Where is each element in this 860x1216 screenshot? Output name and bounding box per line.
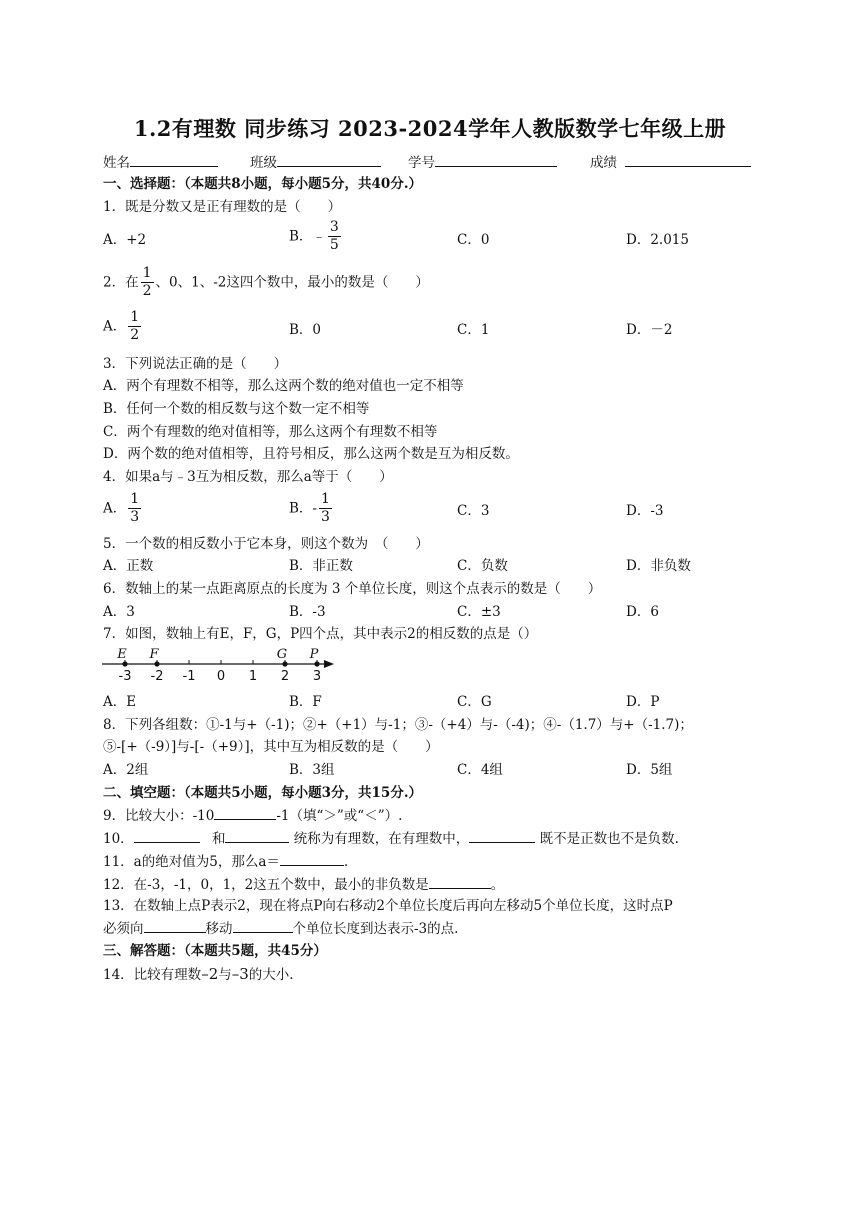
q13-line2 — [103, 918, 458, 939]
q13-blank-2[interactable] — [233, 918, 293, 933]
q12-blank[interactable] — [429, 874, 491, 889]
q14 — [103, 964, 294, 985]
number-line-point-label: G — [276, 647, 288, 662]
q11 — [103, 851, 348, 872]
q4-a-fraction — [128, 491, 141, 526]
q9-text-pre: 9．比较大小：-10 — [103, 808, 215, 824]
q2-stem — [103, 265, 429, 300]
q14-text-pre: 14．比较有理数 — [103, 967, 202, 983]
q4-b-fraction — [319, 491, 332, 526]
q7-option-c[interactable]: C．G — [457, 694, 492, 710]
fraction-numerator: 1 — [130, 309, 140, 325]
q2-option-a[interactable] — [103, 309, 143, 344]
q6-option-b[interactable]: B．-3 — [289, 604, 326, 620]
q10-text-mid2: 统称为有理数，在有理数中， — [289, 831, 470, 847]
number-line-point — [314, 661, 319, 666]
q4-a-prefix: A． — [103, 500, 127, 517]
q3-option-a[interactable]: A．两个有理数不相等，那么这两个数的绝对值也一定不相等 — [103, 378, 464, 394]
q11-blank[interactable] — [280, 851, 344, 866]
q10-blank-2[interactable] — [225, 828, 289, 843]
q1-b-fraction — [328, 219, 341, 254]
number-line-point — [122, 661, 127, 666]
q6-option-a[interactable]: A．3 — [103, 604, 135, 620]
q13-text-mid: 移动 — [205, 921, 233, 937]
q13-text-post: 个单位长度到达表示-3的点. — [292, 921, 459, 937]
q2-option-d[interactable]: D．－2 — [626, 322, 673, 338]
q10 — [103, 828, 679, 849]
number-line-figure — [100, 644, 340, 684]
q7-option-b[interactable]: B．F — [289, 694, 322, 710]
score-blank[interactable] — [625, 152, 751, 167]
number-line-point — [282, 661, 287, 666]
q2-a-fraction — [128, 309, 141, 344]
name-label: 姓名 — [103, 155, 130, 171]
q9-text-post: -1（填“＞”或“＜”）. — [276, 808, 403, 824]
q7-option-a[interactable]: A．E — [103, 694, 137, 710]
number-line-ticks — [116, 647, 321, 684]
q4-option-b[interactable] — [289, 491, 334, 526]
q2-fraction — [141, 265, 154, 300]
q1-option-d[interactable]: D．2.015 — [626, 232, 689, 248]
q9-blank[interactable] — [214, 805, 276, 820]
q8-stem-line2: ⑤-[+（-9）]与-[-（+9）]，其中互为相反数的是（ ） — [103, 739, 439, 755]
q6-stem: 6．数轴上的某一点距离原点的长度为 3 个单位长度，则这个点表示的数是（ ） — [103, 581, 602, 597]
q2-stem-post: 、0、1、-2这四个数中，最小的数是（ ） — [155, 274, 429, 291]
q12 — [103, 874, 504, 895]
page-title: 1.2有理数 同步练习 2023-2024学年人教版数学七年级上册 — [133, 116, 727, 141]
student-id-field — [408, 152, 557, 173]
q4-option-a[interactable] — [103, 491, 143, 526]
number-line-arrow — [324, 660, 334, 668]
q4-b-prefix: B．- — [289, 500, 317, 517]
q10-blank-1[interactable] — [134, 828, 200, 843]
q8-stem-line1: 8．下列各组数：①-1与+（-1)；②+（+1）与-1；③-（+4）与-（-4)；④-（1.7）与+（-1.7)； — [103, 717, 693, 733]
student-id-blank[interactable] — [435, 152, 557, 167]
student-id-label: 学号 — [408, 155, 435, 171]
q8-option-d[interactable]: D．5组 — [626, 762, 673, 778]
q4-stem: 4．如果a与﹣3互为相反数，那么a等于（ ） — [103, 469, 393, 485]
q2-a-prefix: A． — [103, 318, 127, 335]
q7-stem: 7．如图，数轴上有E，F，G，P四个点，其中表示2的相反数的点是（） — [103, 626, 538, 642]
fraction-numerator: 3 — [329, 219, 339, 235]
q3-stem: 3．下列说法正确的是（ ） — [103, 356, 288, 372]
number-line-point-label: P — [309, 647, 319, 662]
fraction-denominator: 2 — [130, 327, 140, 343]
q5-stem: 5．一个数的相反数小于它本身，则这个数为 （ ） — [103, 536, 429, 552]
fraction-numerator: 1 — [142, 265, 152, 281]
q2-option-c[interactable]: C．1 — [457, 322, 490, 338]
q4-option-c[interactable]: C．3 — [457, 503, 490, 519]
q1-option-c[interactable]: C．0 — [457, 232, 490, 248]
fraction-numerator: 1 — [320, 491, 330, 507]
fraction-denominator: 2 — [142, 283, 152, 299]
q14-text-post: 的大小. — [248, 967, 294, 983]
q8-option-a[interactable]: A．2组 — [103, 762, 149, 778]
number-line-tick-label: -3 — [118, 669, 132, 684]
q13-line1: 13．在数轴上点P表示2，现在将点P向右移动2个单位长度后再向左移动5个单位长度，这时点P — [103, 898, 673, 914]
q4-option-d[interactable]: D．-3 — [626, 503, 664, 519]
score-label: 成绩 — [590, 155, 617, 171]
q8-option-b[interactable]: B．3组 — [289, 762, 335, 778]
q3-option-c[interactable]: C．两个有理数的绝对值相等，那么这两个有理数不相等 — [103, 424, 438, 440]
section-choice-heading: 一、选择题：（本题共8小题，每小题5分，共40分.） — [103, 176, 423, 192]
fraction-denominator: 5 — [329, 237, 339, 253]
fraction-denominator: 3 — [130, 509, 140, 525]
q6-option-c[interactable]: C．±3 — [457, 604, 501, 620]
q3-option-d[interactable]: D．两个数的绝对值相等，且符号相反，那么这两个数是互为相反数。 — [103, 446, 519, 462]
q3-option-b[interactable]: B．任何一个数的相反数与这个数一定不相等 — [103, 401, 370, 417]
q12-text-post: 。 — [490, 877, 505, 893]
q8-option-c[interactable]: C．4组 — [457, 762, 503, 778]
number-line-point-label: E — [117, 647, 127, 662]
number-line-tick-label: 3 — [312, 669, 322, 684]
section-answer-heading: 三、解答题：（本题共5题，共45分） — [103, 943, 327, 959]
q5-option-d[interactable]: D．非负数 — [626, 558, 691, 574]
number-line-tick-label: -2 — [150, 669, 164, 684]
q14-number-1: –2 — [201, 965, 219, 983]
q10-text-pre: 10． — [103, 831, 134, 847]
q14-text-mid: 与 — [218, 967, 232, 983]
q12-text-pre: 12．在-3，-1，0，1，2这五个数中，最小的非负数是 — [103, 877, 429, 893]
class-field — [250, 152, 381, 173]
q13-text-pre: 必须向 — [103, 921, 144, 937]
q5-option-b[interactable]: B．非正数 — [289, 558, 353, 574]
number-line-tick-label: 0 — [216, 669, 226, 684]
q6-option-d[interactable]: D．6 — [626, 604, 659, 620]
q13-blank-1[interactable] — [144, 918, 206, 933]
q10-blank-3[interactable] — [469, 828, 535, 843]
number-line-tick-label: 2 — [280, 669, 290, 684]
number-line-point — [154, 661, 159, 666]
q2-stem-pre: 2．在 — [103, 274, 139, 291]
q11-text-post: . — [343, 854, 349, 870]
q11-text-pre: 11．a的绝对值为5，那么a＝ — [103, 854, 280, 870]
q10-text-mid1: 和 — [207, 831, 226, 847]
name-blank[interactable] — [130, 152, 218, 167]
number-line-tick-label: 1 — [248, 669, 258, 684]
score-field — [590, 152, 751, 173]
section-fill-heading: 二、填空题：（本题共5小题，每小题3分，共15分.） — [103, 785, 423, 801]
q1-b-prefix: B．﹣ — [289, 228, 326, 245]
q14-number-2: –3 — [231, 965, 249, 983]
fraction-numerator: 1 — [130, 491, 140, 507]
q10-text-post: 既不是正数也不是负数. — [535, 831, 679, 847]
class-blank[interactable] — [277, 152, 381, 167]
class-label: 班级 — [250, 155, 277, 171]
q1-option-a[interactable]: A．+2 — [103, 232, 147, 248]
q1-stem: 1．既是分数又是正有理数的是（ ） — [103, 199, 342, 215]
number-line-tick-label: -1 — [182, 669, 196, 684]
q5-option-a[interactable]: A．正数 — [103, 558, 154, 574]
name-field — [103, 152, 218, 173]
q5-option-c[interactable]: C．负数 — [457, 558, 508, 574]
q7-option-d[interactable]: D．P — [626, 694, 660, 710]
q9 — [103, 805, 402, 826]
number-line-point-label: F — [149, 647, 159, 662]
fraction-denominator: 3 — [320, 509, 330, 525]
q1-option-b[interactable] — [289, 219, 343, 254]
q2-option-b[interactable]: B．0 — [289, 322, 322, 338]
